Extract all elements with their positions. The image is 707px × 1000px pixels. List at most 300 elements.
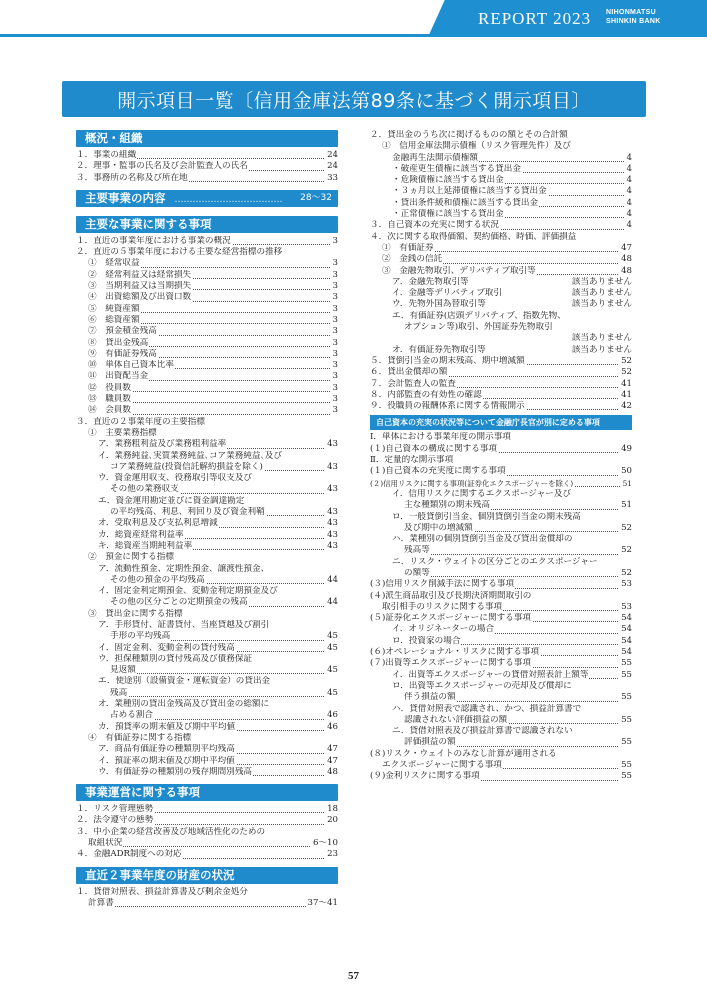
toc-entry <box>370 670 632 681</box>
toc-entry-page: 4 <box>626 175 632 186</box>
toc-entry-label: イ．業務純益､実質業務純益､コア業務純益､及び <box>98 450 282 461</box>
toc-entry <box>370 466 632 477</box>
toc-entry-label: 伴う損益の額 <box>404 692 456 703</box>
toc-entry <box>76 575 338 586</box>
toc-entry-page: 54 <box>621 647 632 658</box>
toc-entry <box>370 681 632 692</box>
toc-entry <box>76 247 338 258</box>
toc-entry-page: 4 <box>626 152 632 163</box>
toc-entry-page: 44 <box>327 574 338 585</box>
toc-entry-label: エ．使途別（設備資金・運転資金）の貸出金 <box>98 676 271 687</box>
toc-entry-label: ウ．有価証券の種類別の残存期間別残高 <box>98 766 253 777</box>
toc-entry-label: ３．直近の２事業年度の主要指標 <box>76 416 205 427</box>
toc-entry-label: ２．法令遵守の態勢 <box>76 815 154 826</box>
toc-entry-label: その他の預金の平均残高 <box>110 574 205 585</box>
toc-entry-page: 48 <box>327 766 338 777</box>
toc-entry <box>370 243 632 254</box>
bank-name-line2: SHINKIN BANK <box>606 18 661 25</box>
page-number: 57 <box>348 970 359 982</box>
toc-entry <box>76 733 338 744</box>
toc-entry-page: 52 <box>621 355 632 366</box>
toc-entry <box>76 609 338 620</box>
toc-entry-label: (１)自己資本の充実度に関する事項 <box>370 466 506 477</box>
toc-entry <box>370 489 632 500</box>
toc-entry <box>370 455 632 466</box>
toc-entry-page: 51 <box>621 500 632 511</box>
toc-entry-page: 24 <box>327 150 338 160</box>
toc-entry <box>76 815 338 826</box>
toc-entry <box>76 710 338 721</box>
toc-entry <box>370 345 632 356</box>
toc-entry-label: イ．固定金利、変動金利の貸付残高 <box>98 642 235 653</box>
leader-dots <box>404 576 632 577</box>
report-title: REPORT 2023 <box>478 9 592 28</box>
toc-entry-page: 52 <box>621 567 632 578</box>
toc-entry-label: ① 主要業務指標 <box>88 427 157 438</box>
toc-entry-label: ⑭ 会員数 <box>88 405 131 416</box>
toc-entry <box>370 523 632 534</box>
toc-entry <box>370 500 632 511</box>
toc-entry <box>370 602 632 613</box>
toc-entry-label: その他の業務収支 <box>110 484 179 495</box>
toc-entry-label: エ．資金運用勘定並びに資金調達勘定 <box>98 495 245 506</box>
toc-entry-label: ⑪ 出資配当金 <box>88 371 149 382</box>
toc-entry-page: 41 <box>621 389 632 400</box>
toc-entry-label: カ．預貸率の期末値及び期中平均値 <box>98 721 236 732</box>
toc-entry-label: ⑬ 職員数 <box>88 394 131 405</box>
toc-entry <box>76 371 338 382</box>
toc-entry-page: 3 <box>332 281 338 292</box>
toc-entry-label: ８．内部監査の有効性の確認 <box>370 389 482 400</box>
toc-entry-label: イ．金融等デリバティブ取引 <box>392 288 502 299</box>
toc-entry-label: (６)オペレーショナル・リスクに関する事項 <box>370 647 540 658</box>
page-title: 開示項目一覧〔信用金庫法第89条に基づく開示項目〕 <box>62 81 646 117</box>
toc-entry <box>370 164 632 175</box>
toc-entry-label: (７)出資等エクスポージャーに関する事項 <box>370 658 531 669</box>
toc-entry <box>370 401 632 412</box>
toc-entry-label: 認識されない評価損益の額 <box>404 714 508 725</box>
toc-entry <box>370 277 632 288</box>
toc-entry-label: の平均残高、利息、利回り及び資金利鞘 <box>110 507 265 518</box>
section-title: 直近２事業年度の財産の状況 <box>85 867 235 882</box>
toc-entry-page: 4 <box>626 209 632 220</box>
toc-entry-label: 計算書 <box>88 897 114 908</box>
toc-entry-page: 20 <box>327 815 338 826</box>
right-column <box>370 130 632 783</box>
bank-logo-text <box>606 8 661 26</box>
toc-entry-label: ニ．貸借対照表及び損益計算書で認識されない <box>392 726 573 737</box>
toc-entry <box>76 349 338 360</box>
toc-entry <box>370 198 632 209</box>
toc-entry-page: 46 <box>327 721 338 732</box>
toc-entry <box>76 688 338 699</box>
toc-entry-label: オ．有価証券先物取引等 <box>392 344 486 355</box>
toc-entry <box>76 849 338 860</box>
toc-entry <box>76 722 338 733</box>
toc-entry-label: イ．オリジネーターの場合 <box>392 624 495 635</box>
toc-entry-page: 45 <box>327 687 338 698</box>
toc-entry <box>370 130 632 141</box>
toc-entry-label: ７．会計監査人の監査 <box>370 378 456 389</box>
toc-entry <box>370 254 632 265</box>
toc-entry-page: 54 <box>621 613 632 624</box>
toc-entry <box>370 288 632 299</box>
toc-entry-note: 該当ありません <box>571 288 632 299</box>
toc-entry-page: 46 <box>327 710 338 721</box>
toc-entry <box>76 338 338 349</box>
toc-entry-label: ウ．資金運用収支、役務取引等収支及び <box>98 473 253 484</box>
toc-entry-label: 取引相手のリスクに関する事項 <box>382 601 503 612</box>
toc-entry <box>76 451 338 462</box>
toc-entry-page: 55 <box>621 737 632 748</box>
toc-entry-label: ・危険債権に該当する貸出金 <box>392 175 504 186</box>
toc-entry-label: の額等 <box>404 567 430 578</box>
toc-entry <box>370 749 632 760</box>
toc-entry <box>76 496 338 507</box>
toc-entry-page: 55 <box>621 658 632 669</box>
toc-entry-page: 4 <box>626 197 632 208</box>
toc-entry-label: １．事業の組織 <box>76 150 137 160</box>
leader-dots <box>404 554 632 555</box>
toc-entry-page: 54 <box>621 624 632 635</box>
toc-entry-label: エクスポージャーに関する事項 <box>382 760 502 771</box>
section-header <box>76 784 338 801</box>
toc-entry-label: ア．流動性預金、定期性預金、譲渡性預金、 <box>98 563 270 574</box>
toc-entry-page: 3 <box>332 326 338 337</box>
toc-entry-label: ４．金融ADR制度への対応 <box>76 849 182 860</box>
toc-entry-note: 該当ありません <box>571 333 632 344</box>
toc-entry-note: 該当ありません <box>571 276 632 287</box>
toc-entry-page: 3 <box>332 405 338 416</box>
toc-entry <box>76 756 338 767</box>
toc-entry <box>370 760 632 771</box>
toc-entry <box>370 141 632 152</box>
toc-entry-page: 6～10 <box>313 838 338 849</box>
toc-entry-page: 24 <box>327 161 338 172</box>
toc-entry-label: ウ．先物外国為替取引等 <box>392 299 486 310</box>
toc-entry-page: 4 <box>626 163 632 174</box>
toc-entry-page: 43 <box>327 529 338 540</box>
toc-entry <box>370 266 632 277</box>
toc-entry <box>76 665 338 676</box>
toc-entry <box>370 311 632 322</box>
section-title: 主要事業の内容 <box>85 190 166 205</box>
toc-entry-label <box>404 333 405 343</box>
toc-entry <box>76 507 338 518</box>
toc-entry <box>76 744 338 755</box>
toc-entry-label: ① 経常収益 <box>88 258 140 269</box>
toc-entry-label: ⑧ 貸出金残高 <box>88 337 149 348</box>
toc-entry-page: 47 <box>327 755 338 766</box>
toc-entry-label: イ．信用リスクに関するエクスポージャー及び <box>392 488 572 499</box>
toc-entry-page: 3 <box>332 303 338 314</box>
toc-entry <box>76 462 338 473</box>
toc-entry <box>370 478 632 489</box>
toc-entry <box>370 692 632 703</box>
toc-entry <box>370 726 632 737</box>
toc-entry-label: その他の区分ごとの定期預金の残高 <box>110 597 248 608</box>
toc-entry-label: ウ．担保種類別の貸付残高及び債務保証 <box>98 653 253 664</box>
toc-entry-page: 43 <box>327 507 338 518</box>
section-page: 28～32 <box>300 192 332 203</box>
toc-entry-label: ア．業務粗利益及び業務粗利益率 <box>98 439 227 450</box>
toc-entry-label: ３．中小企業の経営改善及び地域活性化のための <box>76 826 266 837</box>
toc-entry-label: 取組状況 <box>88 838 123 849</box>
toc-entry <box>370 647 632 658</box>
leader-dots <box>88 846 338 847</box>
toc-entry-page: 45 <box>327 665 338 676</box>
toc-entry <box>370 175 632 186</box>
toc-entry-label: ④ 出資総額及び出資口数 <box>88 292 192 303</box>
toc-entry <box>370 299 632 310</box>
toc-entry <box>370 356 632 367</box>
toc-entry-label: ３．自己資本の充実に関する状況 <box>370 220 499 231</box>
toc-entry-page: 42 <box>621 401 632 412</box>
toc-entry <box>370 209 632 220</box>
toc-entry-label: ハ．貸借対照表で認識され、かつ、損益計算書で <box>392 703 582 714</box>
toc-entry-label: ４．次に関する取得価額、契約価格、時価、評価損益 <box>370 231 577 242</box>
toc-entry-label: ロ．投資家の場合 <box>392 635 461 646</box>
toc-entry-page: 55 <box>621 692 632 703</box>
toc-entry <box>370 232 632 243</box>
toc-entry-label: ⑤ 純資産額 <box>88 303 140 314</box>
toc-entry-label: ⑥ 総資産額 <box>88 314 140 325</box>
toc-entry-label: (１)自己資本の構成に関する事項 <box>370 443 498 454</box>
toc-entry-label: 残高等 <box>404 545 430 556</box>
toc-entry-page: 43 <box>327 484 338 495</box>
toc-entry <box>370 432 632 443</box>
toc-entry <box>76 564 338 575</box>
toc-entry-label: ハ．業種別の個別貸倒引当金及び貸出金償却の <box>392 534 573 545</box>
toc-entry-label: 及び期中の増減額 <box>404 522 473 533</box>
toc-entry-label: イ．預証率の期末値及び期中平均値 <box>98 755 235 766</box>
toc-entry <box>76 417 338 428</box>
toc-entry-page: 53 <box>621 579 632 590</box>
toc-entry <box>370 333 632 344</box>
toc-entry-label: (４)派生商品取引及び長期決済期間取引の <box>370 590 532 601</box>
toc-entry-label: ① 信用金庫法開示債権（リスク管理先件）及び <box>382 141 571 152</box>
toc-entry-page: 3 <box>332 314 338 325</box>
toc-entry-label: 見返額 <box>110 665 136 676</box>
toc-entry-page: 4 <box>626 186 632 197</box>
toc-entry-page: 55 <box>621 771 632 782</box>
toc-entry <box>76 270 338 281</box>
toc-entry-page: 43 <box>327 518 338 529</box>
toc-entry <box>76 161 338 172</box>
toc-entry <box>76 281 338 292</box>
toc-entry-label: オプション等)取引、外国証券先物取引 <box>404 322 553 333</box>
toc-entry-page: 3 <box>332 258 338 269</box>
toc-entry <box>370 379 632 390</box>
toc-entry-label: ２．貸出金のうち次に掲げるものの額とその合計額 <box>370 130 568 140</box>
toc-entry-page: 55 <box>621 760 632 771</box>
toc-entry <box>370 737 632 748</box>
toc-entry-label: １．リスク管理態勢 <box>76 804 154 815</box>
toc-entry-label: (３)信用リスク削減手法に関する事項 <box>370 579 515 590</box>
toc-entry <box>76 643 338 654</box>
toc-entry <box>370 636 632 647</box>
toc-entry-page: 37～41 <box>307 897 338 908</box>
toc-entry <box>76 258 338 269</box>
toc-entry-page: 44 <box>327 597 338 608</box>
toc-entry-label: ② 預金に関する指標 <box>88 552 174 563</box>
toc-entry <box>370 220 632 231</box>
toc-entry <box>76 326 338 337</box>
toc-entry <box>76 315 338 326</box>
toc-entry-label: Ⅱ．定量的な開示事項 <box>370 455 454 466</box>
toc-entry <box>76 898 338 909</box>
toc-entry-label: イ．出資等エクスポージャーの貸借対照表計上額等 <box>392 669 589 680</box>
toc-entry-page: 33 <box>327 172 338 183</box>
toc-entry <box>76 676 338 687</box>
section-header <box>76 216 338 233</box>
toc-entry-label: 残高 <box>110 687 128 698</box>
toc-entry-page: 47 <box>327 744 338 755</box>
toc-entry-label: 占める割合 <box>110 710 153 721</box>
toc-entry <box>76 405 338 416</box>
leader-dots <box>110 696 338 697</box>
toc-entry-note: 該当ありません <box>571 299 632 310</box>
toc-entry-page: 3 <box>332 269 338 280</box>
toc-entry-page: 45 <box>327 631 338 642</box>
leader-dots <box>88 906 338 907</box>
toc-entry-label: オ．業種別の貸出金残高及び貸出金の総額に <box>98 699 270 710</box>
toc-entry-label: カ．総資産経常利益率 <box>98 529 184 540</box>
toc-entry-label: ③ 当期利益又は当期損失 <box>88 281 192 292</box>
toc-entry <box>76 838 338 849</box>
toc-entry <box>76 804 338 815</box>
toc-entry-page: 48 <box>621 265 632 276</box>
toc-entry-page: 52 <box>621 367 632 378</box>
toc-entry-page: 51 <box>622 478 632 488</box>
toc-entry-label: ・破産更生債権に該当する貸出金 <box>392 163 521 174</box>
section-title: 主要な事業に関する事項 <box>85 216 212 231</box>
section-header <box>76 867 338 884</box>
toc-entry-page: 3 <box>332 337 338 348</box>
toc-entry-label: ロ．一般貸倒引当金、個別貸倒引当金の期末残高 <box>392 511 581 522</box>
toc-entry-label: 金融再生法開示債権額 <box>392 152 478 163</box>
toc-entry-page: 3 <box>332 371 338 382</box>
toc-entry-page: 3 <box>332 394 338 405</box>
section-title: 概況・組織 <box>85 131 143 145</box>
toc-entry-label: イ．固定金利定期預金、変動金利定期預金及び <box>98 586 278 597</box>
toc-entry <box>76 631 338 642</box>
toc-entry <box>76 541 338 552</box>
toc-entry-label: ロ．出資等エクスポージャーの売却及び償却に <box>392 680 572 691</box>
toc-entry <box>76 887 338 898</box>
toc-entry <box>370 771 632 782</box>
bank-name-line1: NIHONMATSU <box>606 9 656 16</box>
toc-entry-label: ④ 有価証券に関する指標 <box>88 732 192 743</box>
toc-entry-label: ア．商品有価証券の種類別平均残高 <box>98 744 235 755</box>
leader-dots <box>110 673 338 674</box>
toc-entry-label: ② 金銭の信託 <box>382 254 443 265</box>
toc-entry-label: ９．役職員の報酬体系に関する情報開示 <box>370 401 525 412</box>
toc-entry-page: 52 <box>621 522 632 533</box>
toc-entry <box>370 534 632 545</box>
toc-entry-page: 48 <box>621 254 632 265</box>
toc-entry <box>370 624 632 635</box>
toc-entry <box>76 394 338 405</box>
toc-entry-label: ③ 貸出金に関する指標 <box>88 608 183 619</box>
toc-entry <box>370 390 632 401</box>
toc-entry-label: ・正常債権に該当する貸出金 <box>392 209 504 220</box>
toc-entry <box>370 568 632 579</box>
toc-entry-page: 3 <box>332 360 338 371</box>
toc-entry <box>76 597 338 608</box>
toc-entry-label: ３．事務所の名称及び所在地 <box>76 172 188 183</box>
toc-entry <box>76 699 338 710</box>
toc-entry-label: 主な種類別の期末残高 <box>404 500 490 511</box>
toc-entry-page: 54 <box>621 635 632 646</box>
toc-entry-label: ① 有価証券 <box>382 242 434 253</box>
toc-entry-page: 3 <box>332 348 338 359</box>
toc-entry-page: 49 <box>621 443 632 454</box>
toc-entry <box>370 545 632 556</box>
toc-entry-label: ２．理事・監事の氏名及び会計監査人の氏名 <box>76 161 248 172</box>
toc-entry <box>370 704 632 715</box>
toc-entry <box>76 439 338 450</box>
toc-entry <box>76 304 338 315</box>
toc-entry-label: ２．直近の５事業年度における主要な経営指標の推移 <box>76 247 283 258</box>
toc-entry-label: ６．貸出金償却の額 <box>370 367 448 378</box>
toc-entry-page: 53 <box>621 601 632 612</box>
toc-entry-label: １．貸借対照表、損益計算書及び剰余金処分 <box>76 886 248 897</box>
toc-entry <box>76 654 338 665</box>
toc-entry-page: 41 <box>621 378 632 389</box>
section-title: 事業運営に関する事項 <box>85 785 200 800</box>
toc-entry-label: ③ 金融先物取引、デリバティブ取引等 <box>382 265 536 276</box>
toc-entry <box>76 767 338 778</box>
toc-entry-label: ⑩ 単体自己資本比率 <box>88 360 174 371</box>
toc-entry <box>76 586 338 597</box>
toc-entry <box>76 236 338 247</box>
toc-entry-page: 23 <box>327 849 338 860</box>
toc-entry-label: ⑦ 預金積金残高 <box>88 326 157 337</box>
section-header <box>76 190 338 207</box>
toc-entry-page: 55 <box>621 714 632 725</box>
toc-entry-page: 52 <box>621 545 632 556</box>
toc-entry <box>370 186 632 197</box>
toc-entry <box>370 579 632 590</box>
toc-entry <box>76 827 338 838</box>
toc-entry-label: オ．受取利息及び支払利息増減 <box>98 518 218 529</box>
toc-entry <box>370 153 632 164</box>
toc-entry-page: 43 <box>327 439 338 450</box>
toc-entry <box>370 444 632 455</box>
toc-entry-label: ・３ヵ月以上延滞債権に該当する貸出金 <box>392 186 547 197</box>
toc-entry-label: 手形の平均残高 <box>110 631 171 642</box>
toc-entry <box>76 620 338 631</box>
toc-entry-label: エ．有価証券(店頭デリバティブ、指数先物、 <box>392 310 566 321</box>
toc-entry-note: 該当ありません <box>571 344 632 355</box>
toc-entry-label: (２)信用リスクに関する事項(証券化エクスポージャーを除く) <box>370 478 574 488</box>
toc-entry-page: 43 <box>327 461 338 472</box>
toc-entry-label: (５)証券化エクスポージャーに関する事項 <box>370 613 531 624</box>
toc-entry-label: ニ．リスク・ウェイトの区分ごとのエクスポージャー <box>392 556 598 567</box>
toc-entry-label: 評価損益の額 <box>404 737 456 748</box>
toc-entry-page: 3 <box>332 292 338 303</box>
toc-entry <box>76 473 338 484</box>
toc-entry <box>76 552 338 563</box>
leader-dots: ……………………………… <box>165 194 283 205</box>
toc-entry <box>370 557 632 568</box>
toc-entry-page: 18 <box>327 804 338 815</box>
toc-entry <box>370 613 632 624</box>
toc-entry-page: 55 <box>621 669 632 680</box>
left-column <box>76 130 338 909</box>
toc-entry-label: (９)金利リスクに関する事項 <box>370 771 480 782</box>
